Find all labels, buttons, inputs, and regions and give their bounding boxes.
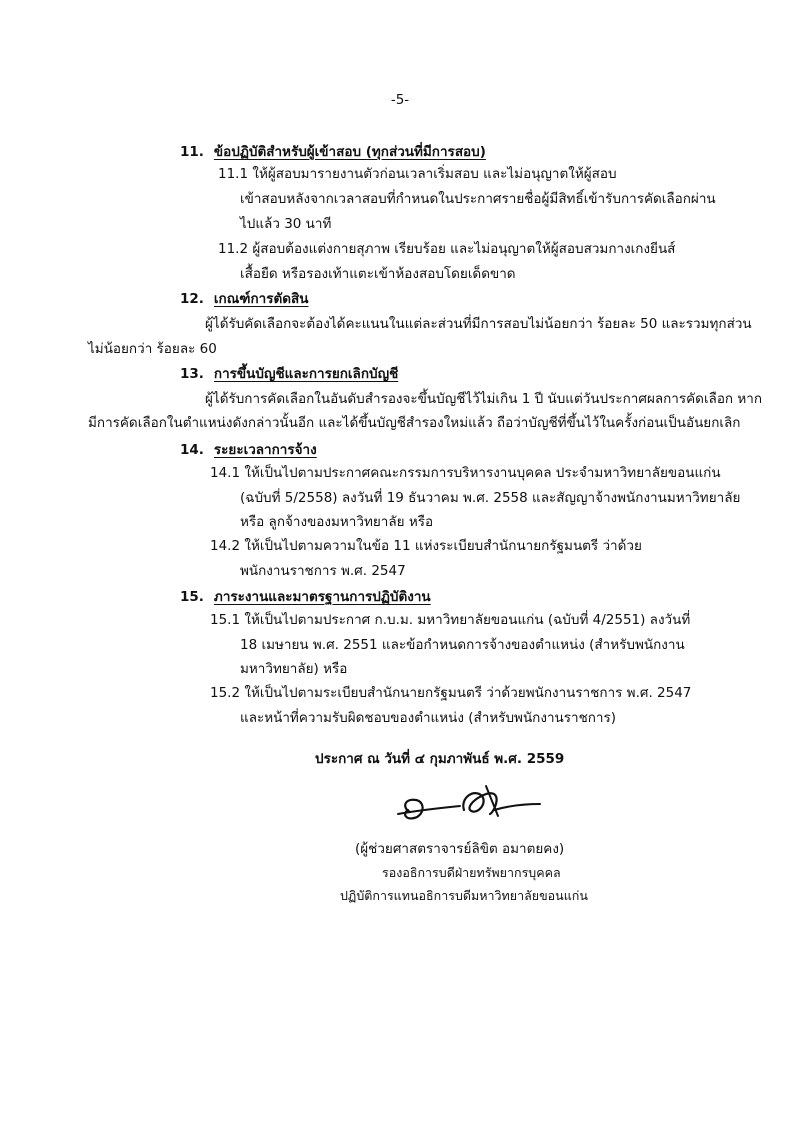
- signatory-position-2: ปฏิบัติการแทนอธิการบดีมหาวิทยาลัยขอนแก่น: [340, 888, 588, 903]
- signature-image: [390, 780, 550, 830]
- section-14-line: (ฉบับที่ 5/2558) ลงวันที่ 19 ธันวาคม พ.ศ. 2558 และสัญญาจ้างพนักงานมหาวิทยาลัย: [240, 490, 741, 506]
- section-15-line: มหาวิทยาลัย) หรือ: [240, 661, 348, 677]
- section-number: 11.: [180, 144, 204, 160]
- section-14-line: หรือ ลูกจ้างของมหาวิทยาลัย หรือ: [240, 514, 434, 530]
- section-15-line: และหน้าที่ความรับผิดชอบของตำแหน่ง (สำหรับพนักงานราชการ): [240, 710, 617, 726]
- section-13-heading: [180, 364, 398, 384]
- section-title: ภาระงานและมาตรฐานการปฏิบัติงาน: [213, 589, 431, 605]
- section-13-line: ผู้ได้รับการคัดเลือกในอันดับสำรองจะขึ้นบัญชีไว้ไม่เกิน 1 ปี นับแต่วันประกาศผลการคัดเลือก หาก: [205, 391, 763, 407]
- section-number: 15.: [180, 589, 204, 605]
- section-title: การขึ้นบัญชีและการยกเลิกบัญชี: [213, 366, 399, 382]
- section-15-line: 15.1 ให้เป็นไปตามประกาศ ก.บ.ม. มหาวิทยาลัยขอนแก่น (ฉบับที่ 4/2551) ลงวันที่: [210, 612, 691, 628]
- section-12-line: ผู้ได้รับคัดเลือกจะต้องได้คะแนนในแต่ละส่วนที่มีการสอบไม่น้อยกว่า ร้อยละ 50 และรวมทุกส่วน: [205, 316, 752, 332]
- section-11-heading: [180, 142, 486, 162]
- section-11-line: 11.1 ให้ผู้สอบมารายงานตัวก่อนเวลาเริ่มสอบ และไม่อนุญาตให้ผู้สอบ: [218, 166, 617, 182]
- section-12-line: ไม่น้อยกว่า ร้อยละ 60: [88, 341, 217, 357]
- section-11-line: เสื้อยืด หรือรองเท้าแตะเข้าห้องสอบโดยเด็ดขาด: [240, 266, 516, 282]
- section-title: ข้อปฏิบัติสำหรับผู้เข้าสอบ (ทุกส่วนที่มีการสอบ): [213, 144, 486, 160]
- signatory-position-1: รองอธิการบดีฝ่ายทรัพยากรบุคคล: [382, 865, 561, 880]
- announcement-date: ประกาศ ณ วันที่ ๔ กุมภาพันธ์ พ.ศ. 2559: [315, 751, 565, 767]
- section-13-line: มีการคัดเลือกในตำแหน่งดังกล่าวนั้นอีก และได้ขึ้นบัญชีสำรองใหม่แล้ว ถือว่าบัญชีที่ขึ้นไว้ในครั้งก่อนเป็นอันยกเลิก: [88, 415, 741, 431]
- section-title: เกณฑ์การตัดสิน: [213, 291, 309, 307]
- section-14-line: พนักงานราชการ พ.ศ. 2547: [240, 563, 406, 579]
- signatory-name: (ผู้ช่วยศาสตราจารย์ลิขิต อมาตยคง): [355, 841, 565, 857]
- section-number: 12.: [180, 291, 204, 307]
- section-15-line: 18 เมษายน พ.ศ. 2551 และข้อกำหนดการจ้างของตำแหน่ง (สำหรับพนักงาน: [240, 637, 685, 653]
- section-15-line: 15.2 ให้เป็นไปตามระเบียบสำนักนายกรัฐมนตรี ว่าด้วยพนักงานราชการ พ.ศ. 2547: [210, 685, 692, 701]
- section-number: 14.: [180, 442, 204, 458]
- page-number: -5-: [390, 92, 410, 108]
- section-14-line: 14.1 ให้เป็นไปตามประกาศคณะกรรมการบริหารงานบุคคล ประจำมหาวิทยาลัยขอนแก่น: [210, 465, 721, 481]
- section-14-line: 14.2 ให้เป็นไปตามความในข้อ 11 แห่งระเบียบสำนักนายกรัฐมนตรี ว่าด้วย: [210, 538, 642, 554]
- section-11-line: ไปแล้ว 30 นาที: [240, 216, 332, 232]
- section-14-heading: [180, 440, 317, 460]
- section-12-heading: [180, 289, 308, 309]
- section-11-line: เข้าสอบหลังจากเวลาสอบที่กำหนดในประกาศรายชื่อผู้มีสิทธิ์เข้ารับการคัดเลือกผ่าน: [240, 191, 716, 207]
- section-title: ระยะเวลาการจ้าง: [213, 442, 317, 458]
- section-11-line: 11.2 ผู้สอบต้องแต่งกายสุภาพ เรียบร้อย และไม่อนุญาตให้ผู้สอบสวมกางเกงยีนส์: [218, 241, 676, 257]
- section-15-heading: [180, 587, 431, 607]
- section-number: 13.: [180, 366, 204, 382]
